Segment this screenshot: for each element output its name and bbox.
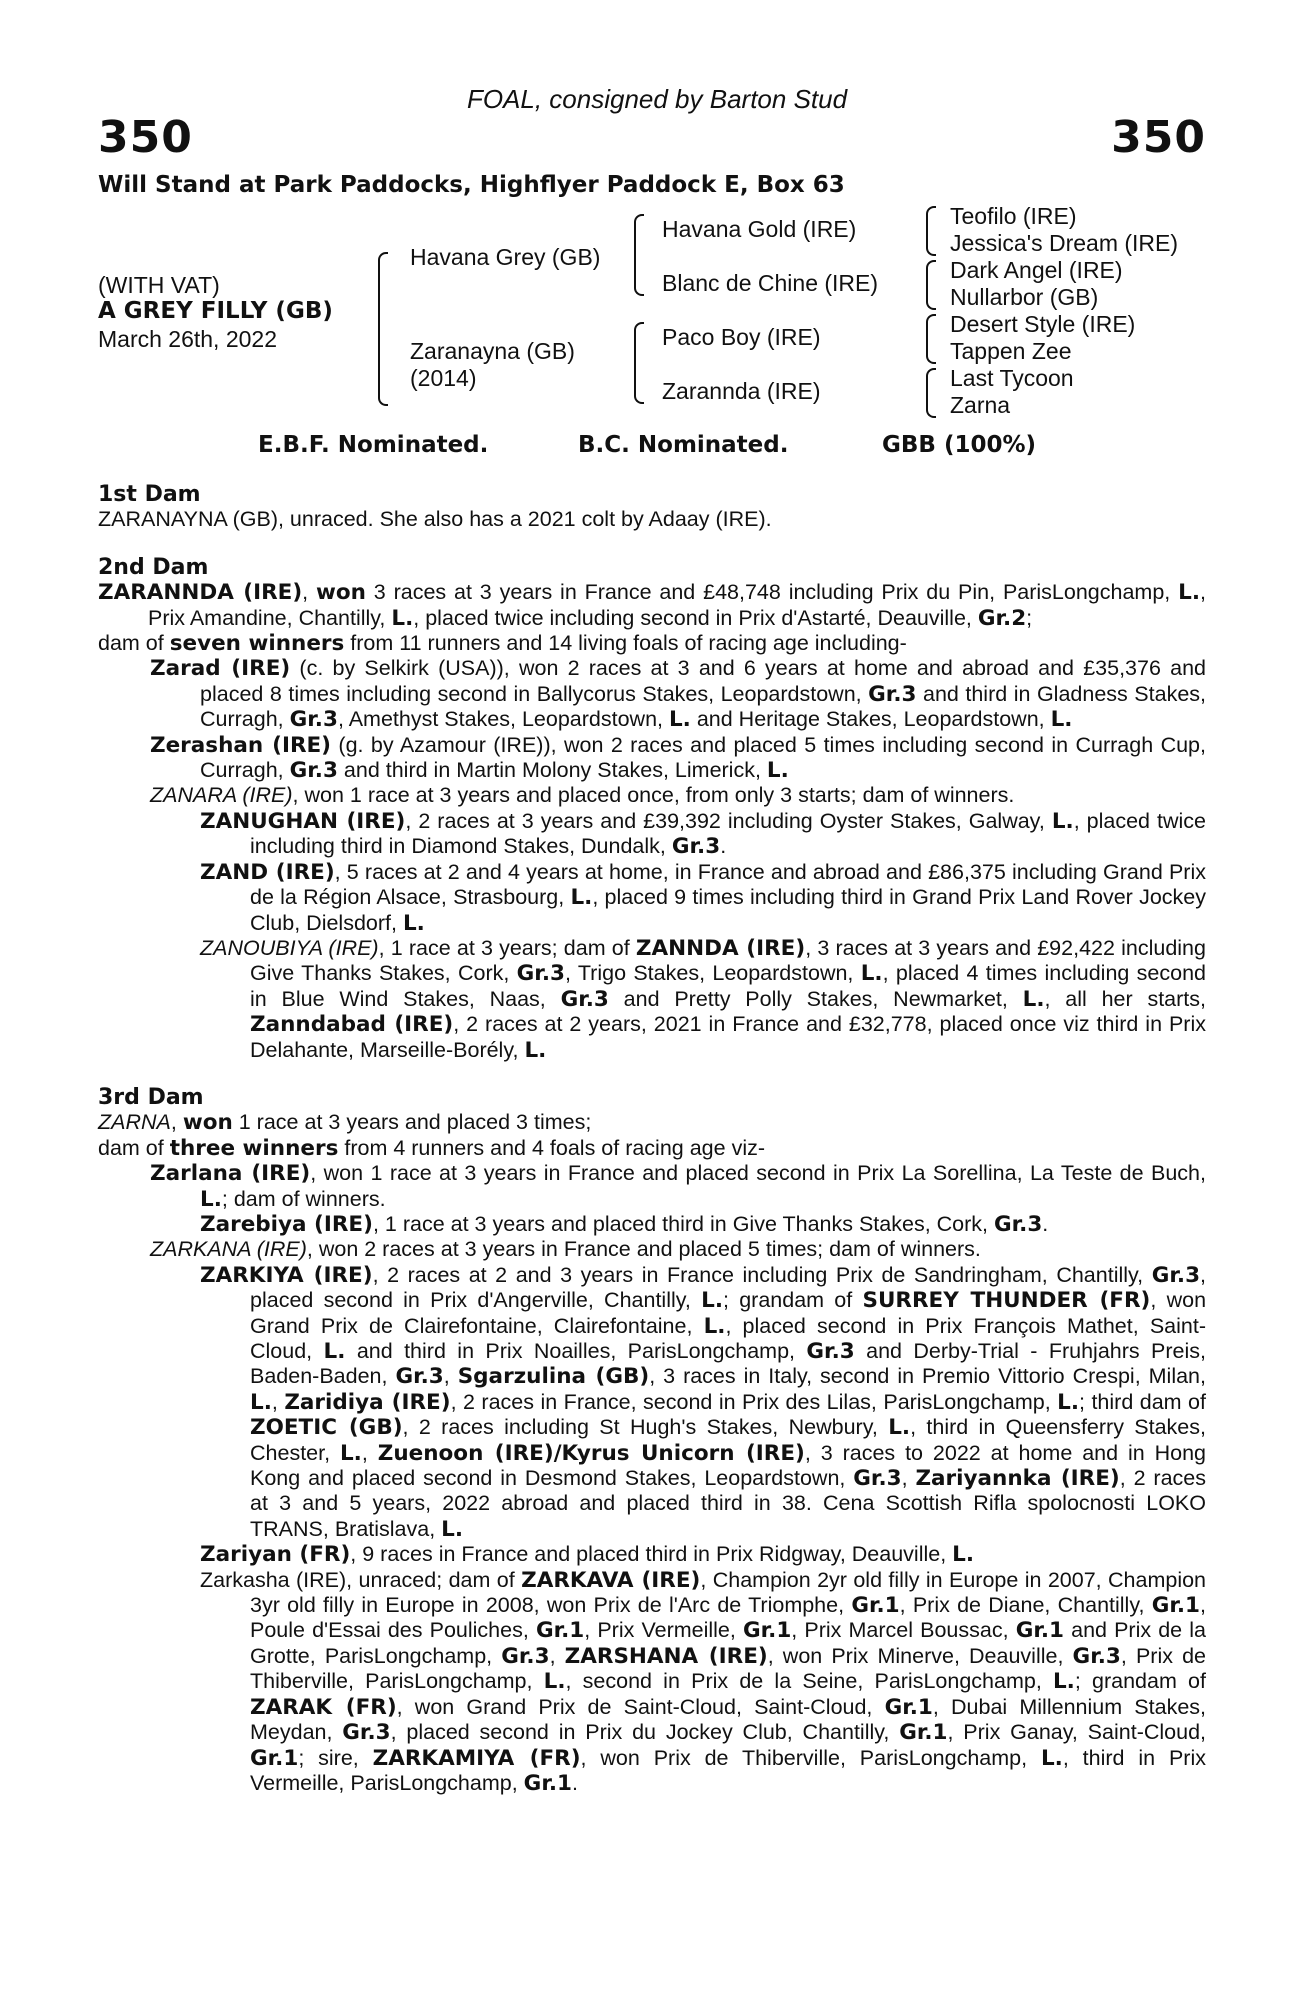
produce-entry: ZARKANA (IRE), won 2 races at 3 years in France and placed 5 times; dam of winners. — [150, 1237, 981, 1262]
produce-entry: ZAND (IRE), 5 races at 2 and 4 years at home, in France and abroad and £86,375 including Grand Prix de la Région Alsace, Strasbourg, L., placed 9 times including third in Grand Prix Land Rover Jockey Club, Dielsdorf, L. — [200, 859, 1206, 936]
dam-entry: ZARNA, won 1 race at 3 years and placed 3 times; — [98, 1110, 592, 1136]
sire-dam: Blanc de Chine (IRE) — [662, 270, 879, 296]
dam-dam: Zarannda (IRE) — [662, 378, 821, 404]
pedigree-bracket — [634, 322, 644, 404]
catalogue-text — [98, 482, 1206, 1796]
foaling-date: March 26th, 2022 — [98, 326, 278, 352]
dam-year: (2014) — [410, 365, 477, 391]
produce-entry: ZANUGHAN (IRE), 2 races at 3 years and £39,392 including Oyster Stakes, Galway, L., placed twice including third in Diamond Stakes, Dundalk, Gr.3. — [200, 808, 1206, 860]
consignment-line: FOAL, consigned by Barton Stud — [466, 84, 848, 114]
pedigree-bracket — [926, 368, 936, 418]
gbb-note: GBB (100%) — [882, 432, 1037, 458]
lot-number-right: 350 — [1111, 112, 1206, 163]
produce-summary: dam of three winners from 4 runners and 4 foals of racing age viz- — [98, 1135, 766, 1161]
produce-entry: Zarad (IRE) (c. by Selkirk (USA)), won 2 races at 3 and 6 years at home and abroad and £35,376 and placed 8 times including second in Ballycorus Stakes, Leopardstown, Gr.3 and third in Gladness Stakes, Curragh, Gr.3, Amethyst Stakes, Leopardstown, L. and Heritage Stakes, Leopardstown, L. — [150, 656, 1207, 733]
ancestor: Last Tycoon — [950, 365, 1074, 391]
bc-nomination: B.C. Nominated. — [578, 432, 789, 458]
first-dam-text: ZARANAYNA (GB), unraced. She also has a 2021 colt by Adaay (IRE). — [98, 507, 772, 532]
subject-name: A GREY FILLY (GB) — [98, 298, 333, 324]
sire: Havana Grey (GB) — [410, 244, 601, 270]
first-dam-heading: 1st Dam — [98, 482, 201, 507]
pedigree-bracket — [926, 314, 936, 364]
second-dam-heading: 2nd Dam — [98, 554, 209, 580]
ancestor: Tappen Zee — [950, 338, 1072, 364]
produce-entry: Zarlana (IRE), won 1 race at 3 years in France and placed second in Prix La Sorellina, La Teste de Buch, L.; dam of winners. — [150, 1161, 1206, 1212]
produce-entry: Zerashan (IRE) (g. by Azamour (IRE)), won 2 races and placed 5 times including second in Curragh Cup, Curragh, Gr.3 and third in Martin Molony Stakes, Limerick, L. — [150, 732, 1206, 784]
ebf-nomination: E.B.F. Nominated. — [258, 432, 489, 458]
ancestor: Jessica's Dream (IRE) — [950, 230, 1179, 256]
produce-entry: ZANARA (IRE), won 1 race at 3 years and placed once, from only 3 starts; dam of winners. — [150, 783, 1015, 808]
produce-entry: Zarkasha (IRE), unraced; dam of ZARKAVA (IRE), Champion 2yr old filly in Europe in 2007, Champion 3yr old filly in Europe in 2008, won Prix de l'Arc de Triomphe, Gr.1, Prix de Diane, Chantilly, Gr.1, Poule d'Essai des Pouliches, Gr.1, Prix Vermeille, Gr.1, Prix Marcel Boussac, Gr.1 and Prix de la Grotte, ParisLongchamp, Gr.3, ZARSHANA (IRE), won Prix Minerve, Deauville, Gr.3, Prix de Thiberville, ParisLongchamp, L., second in Prix de la Seine, ParisLongchamp, L.; grandam of ZARAK (FR), won Grand Prix de Saint-Cloud, Saint-Cloud, Gr.1, Dubai Millennium Stakes, Meydan, Gr.3, placed second in Prix du Jockey Club, Chantilly, Gr.1, Prix Ganay, Saint-Cloud, Gr.1; sire, ZARKAMIYA (FR), won Prix de Thiberville, ParisLongchamp, L., third in Prix Vermeille, ParisLongchamp, Gr.1. — [200, 1567, 1207, 1796]
ancestor: Zarna — [950, 392, 1011, 418]
produce-entry: ZARKIYA (IRE), 2 races at 2 and 3 years in France including Prix de Sandringham, Chantilly, Gr.3, placed second in Prix d'Angerville, Chantilly, L.; grandam of SURREY THUNDER (FR), won Grand Prix de Clairefontaine, Clairefontaine, L., placed second in Prix François Mathet, Saint-Cloud, L. and third in Prix Noailles, ParisLongchamp, Gr.3 and Derby-Trial - Fruhjahrs Preis, Baden-Baden, Gr.3, Sgarzulina (GB), 3 races in Italy, second in Premio Vittorio Crespi, Milan, L., Zaridiya (IRE), 2 races in France, second in Prix des Lilas, ParisLongchamp, L.; third dam of ZOETIC (GB), 2 races including St Hugh's Stakes, Newbury, L., third in Queensferry Stakes, Chester, L., Zuenoon (IRE)/Kyrus Unicorn (IRE), 3 races to 2022 at home and in Hong Kong and placed second in Desmond Stakes, Leopardstown, Gr.3, Zariyannka (IRE), 2 races at 3 and 5 years, 2022 abroad and placed third in 38. Cena Scottish Rifla spolocnosti LOKO TRANS, Bratislava, L. — [200, 1262, 1207, 1542]
third-dam-heading: 3rd Dam — [98, 1084, 204, 1110]
ancestor: Teofilo (IRE) — [950, 203, 1077, 229]
produce-entry: Zariyan (FR), 9 races in France and placed third in Prix Ridgway, Deauville, L. — [200, 1542, 975, 1568]
ancestor: Nullarbor (GB) — [950, 284, 1099, 310]
ancestor: Desert Style (IRE) — [950, 311, 1136, 337]
dam: Zaranayna (GB) — [410, 338, 575, 364]
dam-entry: ZARANNDA (IRE), won 3 races at 3 years in France and £48,748 including Prix du Pin, ParisLongchamp, L., Prix Amandine, Chantilly, L., placed twice including second in Prix d'Astarté, Deauville, Gr.2; — [98, 580, 1206, 631]
produce-entry: Zarebiya (IRE), 1 race at 3 years and placed third in Give Thanks Stakes, Cork, Gr.3. — [200, 1211, 1049, 1237]
sire-sire: Havana Gold (IRE) — [662, 216, 857, 242]
pedigree-bracket — [378, 252, 388, 406]
stand-location: Will Stand at Park Paddocks, Highflyer Paddock E, Box 63 — [98, 172, 845, 198]
produce-entry: ZANOUBIYA (IRE), 1 race at 3 years; dam of ZANNDA (IRE), 3 races at 3 years and £92,422 including Give Thanks Stakes, Cork, Gr.3, Trigo Stakes, Leopardstown, L., placed 4 times including second in Blue Wind Stakes, Naas, Gr.3 and Pretty Polly Stakes, Newmarket, L., all her starts, Zanndabad (IRE), 2 races at 2 years, 2021 in France and £32,778, placed once viz third in Prix Delahante, Marseille-Borély, L. — [200, 935, 1206, 1063]
pedigree-bracket — [926, 260, 936, 310]
vat-note: (WITH VAT) — [98, 272, 220, 298]
produce-summary: dam of seven winners from 11 runners and 14 living foals of racing age including- — [98, 631, 907, 657]
pedigree-bracket — [634, 214, 644, 296]
ancestor: Dark Angel (IRE) — [950, 257, 1123, 283]
dam-sire: Paco Boy (IRE) — [662, 324, 821, 350]
lot-number-left: 350 — [98, 112, 193, 163]
pedigree-bracket — [926, 206, 936, 256]
